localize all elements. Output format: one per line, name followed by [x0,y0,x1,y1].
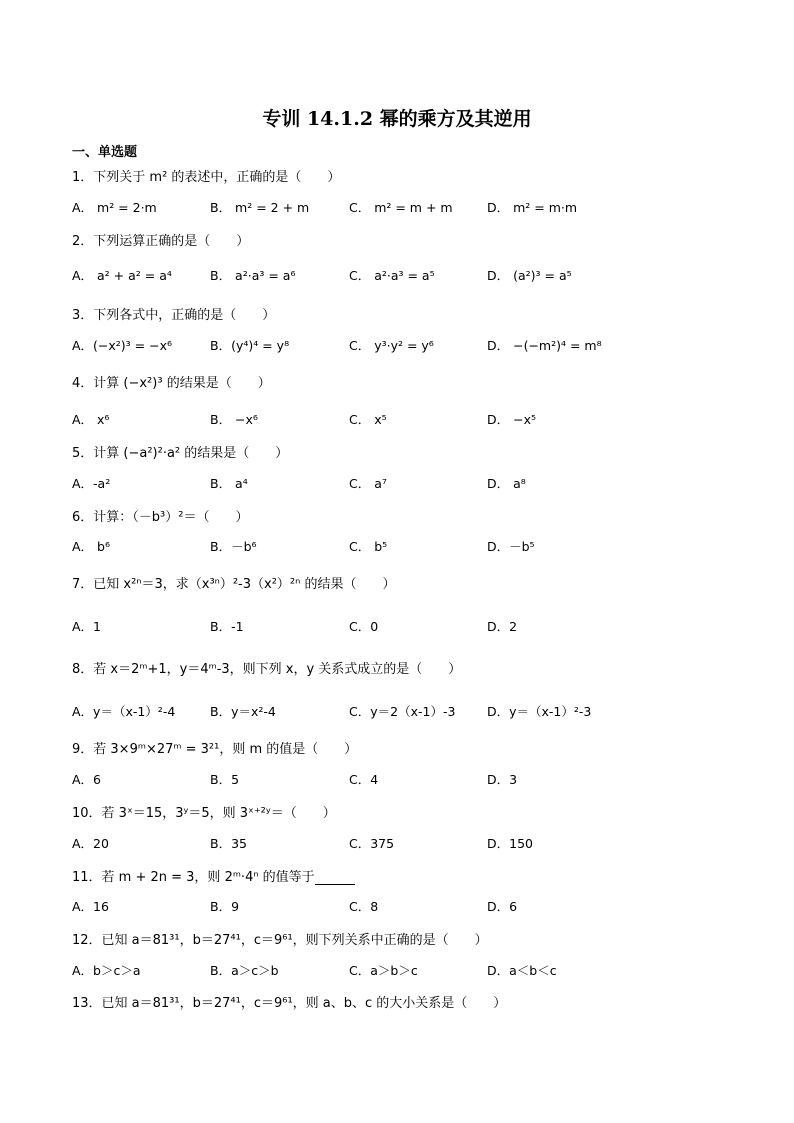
option-c[interactable]: C． b⁵ [349,539,388,554]
question-stem: 1．下列关于 m² 的表述中，正确的是（ ） [72,170,341,185]
question-stem: 13．已知 a＝81³¹，b＝27⁴¹，c＝9⁶¹，则 a、b、c 的大小关系是（ ） [72,996,507,1011]
option-c[interactable]: C．375 [349,836,395,851]
option-b[interactable]: B． a²·a³ = a⁶ [210,268,296,283]
answer-blank[interactable] [315,872,355,885]
option-d[interactable]: D． −x⁵ [487,412,536,427]
option-a[interactable]: A．(−x²)³ = −x⁶ [72,338,173,353]
option-c[interactable]: C． m² = m + m [349,200,453,215]
option-a[interactable]: A． a² + a² = a⁴ [72,268,172,283]
option-c[interactable]: C．0 [349,619,379,634]
option-d[interactable]: D． a⁸ [487,476,526,491]
question-stem: 7．已知 x²ⁿ＝3，求（x³ⁿ）²-3（x²）²ⁿ 的结果（ ） [72,577,396,592]
question-stem: 6．计算：（－b³）²＝（ ） [72,510,249,525]
option-b[interactable]: B．9 [210,899,240,914]
option-b[interactable]: B．-1 [210,619,244,634]
option-c[interactable]: C． a⁷ [349,476,387,491]
option-d[interactable]: D．y＝（x-1）²-3 [487,704,592,719]
option-d[interactable]: D．－b⁵ [487,539,535,554]
option-c[interactable]: C． a²·a³ = a⁵ [349,268,435,283]
question-stem: 12．已知 a＝81³¹，b＝27⁴¹，c＝9⁶¹，则下列关系中正确的是（ ） [72,933,488,948]
option-b[interactable]: B． a⁴ [210,476,248,491]
option-a[interactable]: A．20 [72,836,109,851]
option-a[interactable]: A．y＝（x-1）²-4 [72,704,176,719]
question-stem: 11．若 m + 2n = 3，则 2ᵐ·4ⁿ 的值等于 [72,866,355,885]
option-b[interactable]: B．5 [210,772,240,787]
question-stem: 8．若 x＝2ᵐ+1，y＝4ᵐ-3，则下列 x，y 关系式成立的是（ ） [72,662,462,677]
option-b[interactable]: B． m² = 2 + m [210,200,310,215]
option-a[interactable]: A．b＞c＞a [72,963,141,978]
option-d[interactable]: D．a＜b＜c [487,963,557,978]
option-d[interactable]: D． −(−m²)⁴ = m⁸ [487,338,602,353]
option-a[interactable]: A． b⁶ [72,539,110,554]
option-b[interactable]: B．35 [210,836,247,851]
option-c[interactable]: C． x⁵ [349,412,387,427]
option-b[interactable]: B． −x⁶ [210,412,258,427]
question-stem: 4．计算 (−x²)³ 的结果是（ ） [72,376,271,391]
option-c[interactable]: C．a＞b＞c [349,963,418,978]
option-a[interactable]: A．1 [72,619,102,634]
option-a[interactable]: A． x⁶ [72,412,110,427]
option-b[interactable]: B．a＞c＞b [210,963,279,978]
option-c[interactable]: C．4 [349,772,379,787]
option-a[interactable]: A． m² = 2·m [72,200,157,215]
option-c[interactable]: C．8 [349,899,379,914]
option-d[interactable]: D． m² = m·m [487,200,578,215]
question-stem: 3．下列各式中，正确的是（ ） [72,308,276,323]
option-b[interactable]: B．y＝x²-4 [210,704,276,719]
section-heading: 一、单选题 [72,145,138,160]
question-stem: 10．若 3ˣ＝15，3ʸ＝5，则 3ˣ⁺²ʸ＝（ ） [72,806,336,821]
option-b[interactable]: B．(y⁴)⁴ = y⁸ [210,338,290,353]
page-title: 专训 14.1.2 幂的乘方及其逆用 [262,108,532,130]
option-d[interactable]: D．6 [487,899,518,914]
option-c[interactable]: C． y³·y² = y⁶ [349,338,434,353]
question-stem: 9．若 3×9ᵐ×27ᵐ = 3²¹，则 m 的值是（ ） [72,742,358,757]
option-a[interactable]: A．-a² [72,476,111,491]
option-c[interactable]: C．y＝2（x-1）-3 [349,704,456,719]
question-stem: 2．下列运算正确的是（ ） [72,234,250,249]
option-a[interactable]: A．6 [72,772,102,787]
option-d[interactable]: D．3 [487,772,518,787]
option-a[interactable]: A．16 [72,899,109,914]
question-stem: 5．计算 (−a²)²·a² 的结果是（ ） [72,446,289,461]
option-b[interactable]: B．－b⁶ [210,539,257,554]
option-d[interactable]: D． (a²)³ = a⁵ [487,268,572,283]
option-d[interactable]: D．2 [487,619,518,634]
option-d[interactable]: D．150 [487,836,533,851]
